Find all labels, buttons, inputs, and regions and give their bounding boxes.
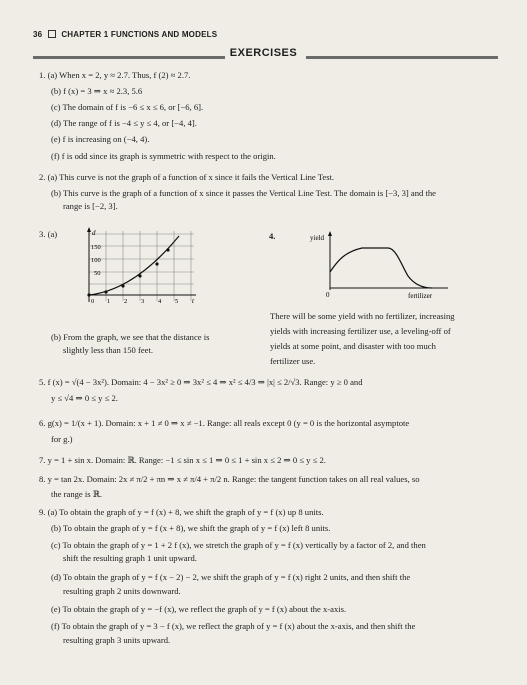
exercise-9c-line1: (c) To obtain the graph of y = 1 + 2 f (x), we stretch the graph of y = f (x) vertically by a factor of 2, and then xyxy=(51,540,426,550)
exercise-7: 7. y = 1 + sin x. Domain: ℝ. Range: −1 ≤ sin x ≤ 1 ⇒ 0 ≤ 1 + sin x ≤ 2 ⇒ 0 ≤ y ≤ 2. xyxy=(39,455,326,465)
exercise-9a: 9. (a) To obtain the graph of y = f (x) + 8, we shift the graph of y = f (x) up 8 units. xyxy=(39,507,324,517)
graph4-curve xyxy=(330,248,432,288)
graph3-grid xyxy=(89,231,194,301)
graph3-x-tick-5: 5 xyxy=(175,298,179,305)
graph4-origin-label: 0 xyxy=(326,291,330,299)
exercise-8-line2: the range is ℝ. xyxy=(51,489,103,499)
graph4-x-label: fertilizer xyxy=(408,292,433,300)
title-rule-right xyxy=(306,56,498,59)
exercise-9d-line1: (d) To obtain the graph of y = f (x − 2) − 2, we shift the graph of y = f (x) right 2 units, and then shift the xyxy=(51,572,411,582)
exercise-2a: 2. (a) This curve is not the graph of a function of x since it fails the Vertical Line Test. xyxy=(39,172,335,182)
exercise-4-text-line3: yields at some point, and disaster with too much xyxy=(270,341,436,351)
exercise-1a: 1. (a) When x = 2, y ≈ 2.7. Thus, f (2) ≈ 2.7. xyxy=(39,70,191,80)
exercise-8-line1: 8. y = tan 2x. Domain: 2x ≠ π/2 + πn ⇒ x ≠ π/4 + π/2 n. Range: the tangent function takes on all real values, so xyxy=(39,474,420,484)
exercise-9b: (b) To obtain the graph of y = f (x + 8), we shift the graph of y = f (x) left 8 units. xyxy=(51,523,331,533)
exercise-2b-line2: range is [−2, 3]. xyxy=(63,201,118,211)
exercise-9c-line2: shift the resulting graph 1 unit upward. xyxy=(63,553,197,563)
exercise-1f: (f) f is odd since its graph is symmetric with respect to the origin. xyxy=(51,151,276,161)
graph3-y-arrow-icon xyxy=(87,227,91,232)
graph3-x-tick-3: 3 xyxy=(141,298,145,305)
exercise-1d: (d) The range of f is −4 ≤ y ≤ 4, or [−4, 4]. xyxy=(51,118,197,128)
exercise-4-text-line4: fertilizer use. xyxy=(270,356,316,366)
graph3-x-tick-0: 0 xyxy=(91,298,95,305)
exercise-5-line1: 5. f (x) = √(4 − 3x²). Domain: 4 − 3x² ≥ 0 ⇒ 3x² ≤ 4 ⇒ x² ≤ 4/3 ⇒ |x| ≤ 2/√3. Range: y ≥ 0 and xyxy=(39,377,363,387)
exercise-1c: (c) The domain of f is −6 ≤ x ≤ 6, or [−6, 6]. xyxy=(51,102,204,112)
exercise-5-line2: y ≤ √4 ⇒ 0 ≤ y ≤ 2. xyxy=(51,393,118,403)
graph3-x-tick-4: 4 xyxy=(158,298,162,305)
exercise-1e: (e) f is increasing on (−4, 4). xyxy=(51,134,150,144)
exercise-3a: 3. (a) xyxy=(39,229,58,239)
exercise-9f-line2: resulting graph 3 units upward. xyxy=(63,635,171,645)
exercise-9d-line2: resulting graph 2 units downward. xyxy=(63,586,181,596)
header-square-icon xyxy=(48,30,56,38)
graph-distance-vs-time xyxy=(76,226,200,308)
graph3-y-tick-50: 50 xyxy=(94,270,101,277)
graph3-x-tick-2: 2 xyxy=(124,298,128,305)
exercise-9e: (e) To obtain the graph of y = −f (x), we reflect the graph of y = f (x) about the x-axis. xyxy=(51,604,347,614)
graph3-y-tick-100: 100 xyxy=(91,257,101,264)
graph3-x-tick-1: 1 xyxy=(107,298,111,305)
exercise-3b-line2: slightly less than 150 feet. xyxy=(63,345,153,355)
graph-yield-vs-fertilizer xyxy=(310,226,460,306)
graph4-y-label: yield xyxy=(310,234,324,242)
running-header xyxy=(33,30,217,39)
section-title: EXERCISES xyxy=(229,47,298,59)
chapter-title: CHAPTER 1 FUNCTIONS AND MODELS xyxy=(61,30,218,39)
page-number: 36 xyxy=(33,30,43,39)
graph3-y-label: d xyxy=(92,229,96,237)
graph3-x-label: t xyxy=(192,297,194,305)
exercise-4-text-line2: yields with increasing fertilizer use, a leveling-off of xyxy=(270,326,451,336)
exercise-4-number: 4. xyxy=(269,231,276,241)
exercise-1b: (b) f (x) = 3 ⇒ x ≈ 2.3, 5.6 xyxy=(51,86,143,96)
exercise-9f-line1: (f) To obtain the graph of y = 3 − f (x), we reflect the graph of y = f (x) about the x-axis, and then shift the xyxy=(51,621,416,631)
graph4-y-arrow-icon xyxy=(328,231,332,236)
graph3-y-tick-150: 150 xyxy=(91,244,101,251)
exercise-3b-line1: (b) From the graph, we see that the distance is xyxy=(51,332,210,342)
graph3-curve xyxy=(89,236,179,295)
exercise-2b-line1: (b) This curve is the graph of a function of x since it passes the Vertical Line Test. The domain is [−3, 3] and the xyxy=(51,188,436,198)
exercise-6-line2: for g.) xyxy=(51,434,73,444)
exercise-6-line1: 6. g(x) = 1/(x + 1). Domain: x + 1 ≠ 0 ⇒ x ≠ −1. Range: all reals except 0 (y = 0 is the horizontal asymptote xyxy=(39,418,410,428)
exercise-4-text-line1: There will be some yield with no fertilizer, increasing xyxy=(270,311,455,321)
